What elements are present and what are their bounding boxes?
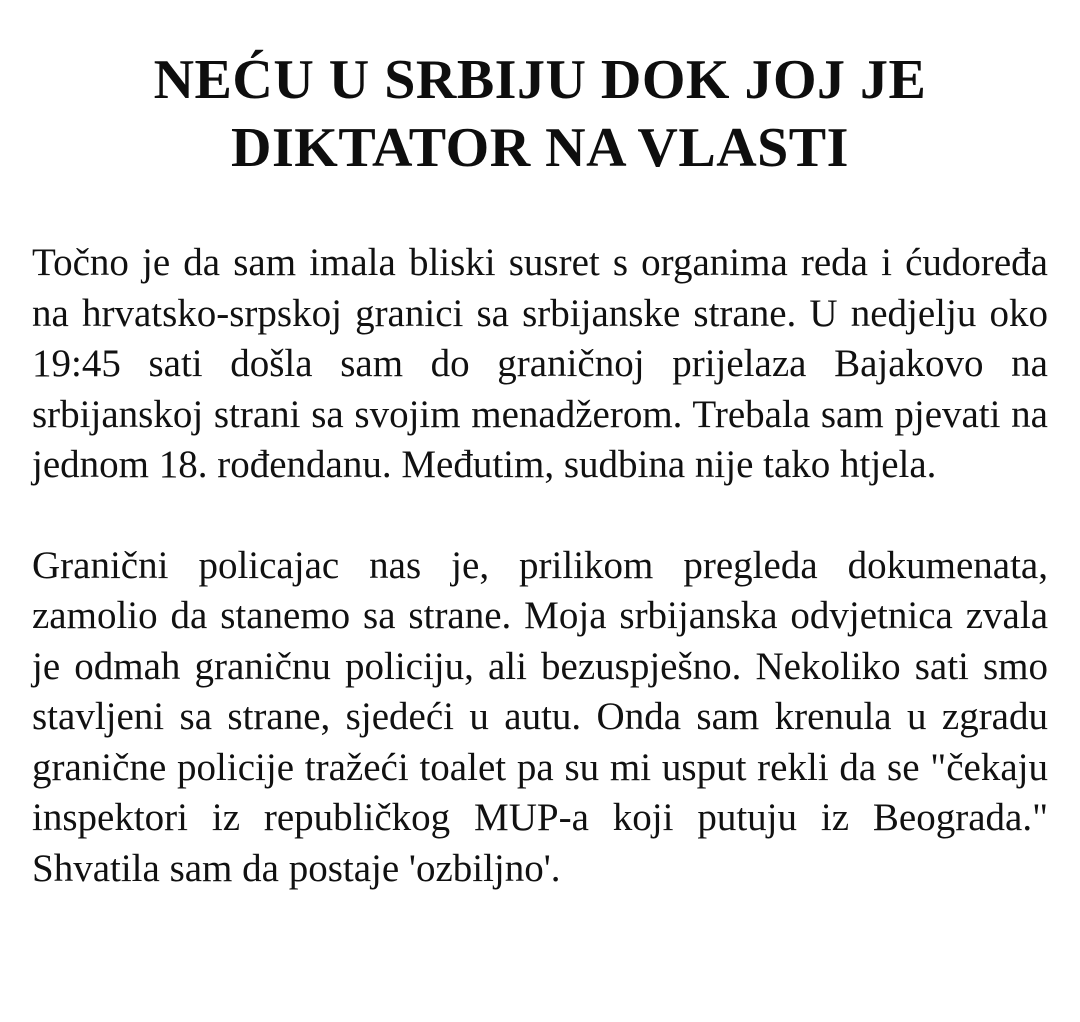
article-headline: NEĆU U SRBIJU DOK JOJ JE DIKTATOR NA VLASTI (153, 49, 927, 179)
paragraph-1: Točno je da sam imala bliski susret s organima reda i ćudoređa na hrvatsko-srpskoj granici sa srbijanske strane. U nedjelju oko 19:45 sati došla sam do graničnoj prijelaza Bajakovo na srbijanskoj strani sa svojim menadžerom. Trebala sam pjevati na jednom 18. rođendanu. Međutim, sudbina nije tako htjela. (32, 241, 1048, 486)
article-body (32, 238, 1048, 894)
paragraph-2: Granični policajac nas je, prilikom pregleda dokumenata, zamolio da stanemo sa strane. Moja srbijanska odvjetnica zvala je odmah graničnu policiju, ali bezuspješno. Nekoliko sati smo stavljeni sa strane, sjedeći u autu. Onda sam krenula u zgradu granične policije tražeći toalet pa su mi usput rekli da se "čekaju inspektori iz republičkog MUP-a koji putuju iz Beograda." Shvatila sam da postaje 'ozbiljno'. (32, 543, 1048, 890)
